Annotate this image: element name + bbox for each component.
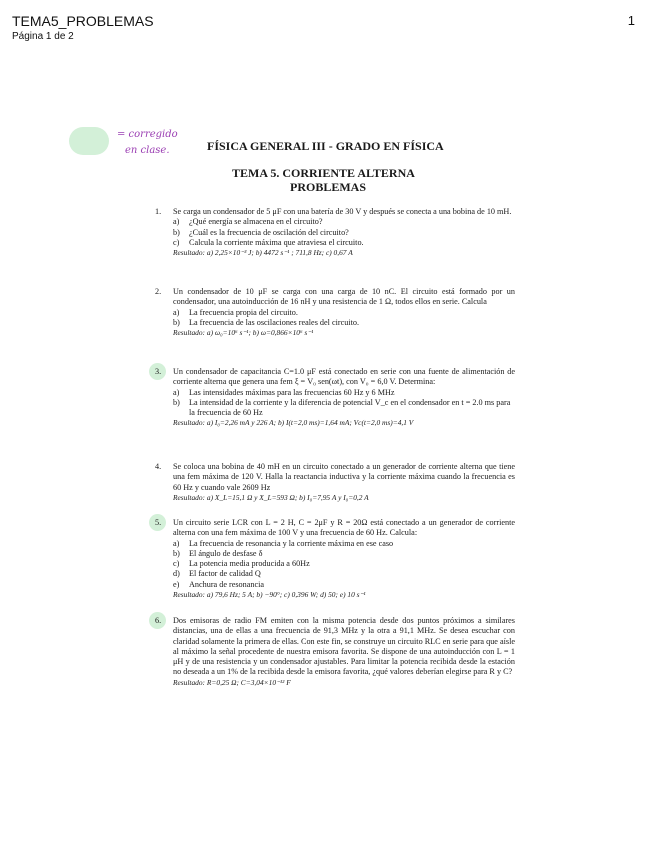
problem-result: Resultado: a) 2,25×10⁻³ J; b) 4472 s⁻¹ ; 711,8 Hz; c) 0,67 A <box>173 248 353 257</box>
problem-number: 3. <box>155 367 162 376</box>
problem-item: a) La frecuencia propia del circuito. <box>173 307 298 317</box>
problem-text: Dos emisoras de radio FM emiten con la misma potencia desde dos puntos próximos a similares distancias, una de ellas a una frecuencia de 91,3 MHz y la otra a 91,1 MHz. Se desea escuchar con claridad solamente la primera de ellas. Con este fin, se construye un circuito RLC en serie para que aísle al máximo la señal procedente de nuestra emisora favorita. Se dispone de una autoinducción con L = 1 μH y de una resistencia y un condensador ajustables. Para limitar la potencia recibida desde la estación no deseada a un 1% de la recibida desde la emisora favorita, ¿qué valores deberían elegirse para R y C? <box>173 616 515 677</box>
problem-item: c) Calcula la corriente máxima que atraviesa el circuito. <box>173 237 364 247</box>
problem-item: b) El ángulo de desfase δ <box>173 548 263 558</box>
problem-text: Se coloca una bobina de 40 mH en un circuito conectado a un generador de corriente alterna que tiene una fem máxima de 120 V. Halla la reactancia inductiva y la corriente máxima cuando la frecuencia es 60 Hz y cuando vale 2609 Hz <box>173 462 515 492</box>
problem-text: Un condensador de capacitancia C=1.0 μF está conectado en serie con una fuente de alimentación de corriente alterna que genera una fem ξ = V₀ sen(ωt), con V₀ = 6,0 V. Determina: <box>173 367 515 387</box>
doc-section: PROBLEMAS <box>290 180 367 194</box>
doc-title: FÍSICA GENERAL III - GRADO EN FÍSICA <box>207 139 444 153</box>
page-indicator: Página 1 de 2 <box>12 31 74 42</box>
problem-item: d) El factor de calidad Q <box>173 569 261 579</box>
problem-result: Resultado: a) X_L=15,1 Ω y X_L=593 Ω; b) I₀=7,95 A y I₀=0,2 A <box>173 492 369 502</box>
problem-number: 1. <box>155 207 162 216</box>
doc-subtitle: TEMA 5. CORRIENTE ALTERNA <box>232 166 415 180</box>
problem-item: a) ¿Qué energía se almacena en el circuito? <box>173 217 323 227</box>
problem-result: Resultado: a) 79,6 Hz; 5 A; b) −90°; c) 0,396 W; d) 50; e) 10 s⁻¹ <box>173 589 366 599</box>
problem-item: b) La frecuencia de las oscilaciones reales del circuito. <box>173 317 360 327</box>
problem-item: a) La frecuencia de resonancia y la corriente máxima en ese caso <box>173 538 394 548</box>
problem-number: 5. <box>155 518 162 527</box>
document-title: TEMA5_PROBLEMAS <box>12 13 154 29</box>
handwritten-note-line-2: en clase. <box>125 145 170 156</box>
problem-item: b) ¿Cuál es la frecuencia de oscilación del circuito? <box>173 227 349 237</box>
problem-item: e) Anchura de resonancia <box>173 579 265 589</box>
problem-text: Se carga un condensador de 5 μF con una batería de 30 V y después se conecta a una bobina de 10 mH. <box>173 207 512 216</box>
problem-result: Resultado: a) I₀=2,26 mA y 226 A; b) I(t=2,0 ms)=1,64 mA; Vc(t=2,0 ms)=4,1 V <box>173 418 414 428</box>
handwritten-note-line-1: = corregido <box>117 129 178 140</box>
problem-result: Resultado: a) ω₀=10⁶ s⁻¹; b) ω=0,866×10⁶ s⁻¹ <box>173 328 314 337</box>
problem-item: a) Las intensidades máximas para las frecuencias 60 Hz y 6 MHz <box>173 387 395 397</box>
problem-number: 2. <box>155 287 162 296</box>
problem-item: b) La intensidad de la corriente y la diferencia de potencial V_c en el condensador en t = 2.0 ms para la frecuencia de 60 Hz <box>173 397 511 417</box>
problem-number: 4. <box>155 462 162 471</box>
highlight-marker <box>69 127 109 155</box>
problem-result: Resultado: R=0,25 Ω; C=3,04×10⁻¹² F <box>173 677 291 687</box>
problem-number: 6. <box>155 616 162 625</box>
problem-item: c) La potencia media producida a 60Hz <box>173 559 310 568</box>
page-number: 1 <box>627 13 635 28</box>
problem-text: Un circuito serie LCR con L = 2 H, C = 2μF y R = 20Ω está conectado a un generador de corriente alterna con una fem máxima de 100 V y una frecuencia de 60 Hz. Calcula: <box>173 518 515 538</box>
problem-text: Un condensador de 10 μF se carga con una carga de 10 nC. El circuito está formado por un condensador, una autoinducción de 16 nH y una resistencia de 1 Ω, todos ellos en serie. Calcula <box>173 287 515 307</box>
